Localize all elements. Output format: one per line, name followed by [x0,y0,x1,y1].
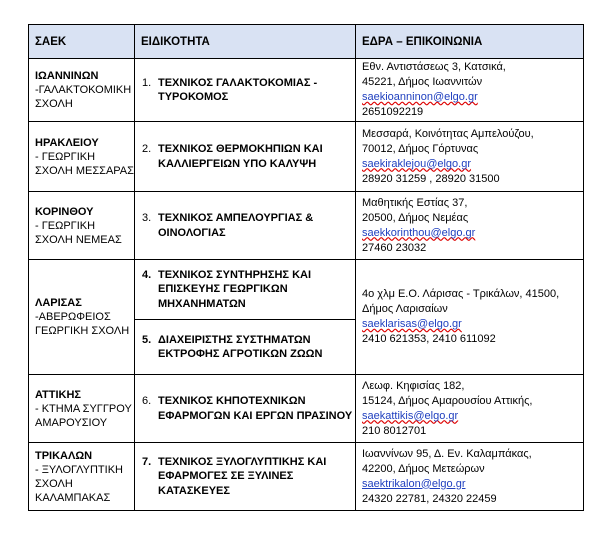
table-row [29,375,584,443]
school-city: ΙΩΑΝΝΙΝΩΝ [35,70,99,82]
seat-cell [356,375,584,443]
email-link[interactable]: saekattikis@elgo.gr [362,409,459,422]
table-row [29,122,584,192]
specialty-name: ΤΕΧΝΙΚΟΣ ΓΑΛΑΚΤΟΚΟΜΙΑΣ - ΤΥΡΟΚΟΜΟΣ [158,76,318,103]
specialty-name: ΤΕΧΝΙΚΟΣ ΚΗΠΟΤΕΧΝΙΚΩΝ ΕΦΑΡΜΟΓΩΝ ΚΑΙ ΕΡΓΩΝ ΠΡΑΣΙΝΟΥ [158,395,353,422]
email-link[interactable]: saekiraklejou@elgo.gr [362,157,472,170]
table-row [29,260,584,320]
specialty-cell [135,320,356,375]
address-line: 20500, Δήμος Νεμέας [362,211,469,224]
table-row [29,443,584,511]
phone-text: 210 8012701 [362,424,427,437]
saek-table [28,24,584,511]
school-name: - ΓΕΩΡΓΙΚΗ ΣΧΟΛΗ ΝΕΜΕΑΣ [35,219,122,246]
phone-text: 24320 22781, 24320 22459 [362,492,497,505]
school-cell [29,122,135,192]
address-line: 45221, Δήμος Ιωαννιτών [362,76,483,88]
school-name: -ΓΑΛΑΚΤΟΚΟΜΙΚΗ ΣΧΟΛΗ [35,84,132,110]
header-seat: ΕΔΡΑ – ΕΠΙΚΟΙΝΩΝΙΑ [356,25,584,59]
address-line: 70012, Δήμος Γόρτυνας [362,142,479,155]
specialty-cell [135,122,356,192]
address-line: Μαθητικής Εστίας 37, [362,196,468,209]
specialty-name: ΤΕΧΝΙΚΟΣ ΣΥΝΤΗΡΗΣΗΣ ΚΑΙ ΕΠΙΣΚΕΥΗΣ ΓΕΩΡΓΙΚΩΝ ΜΗΧΑΝΗΜΑΤΩΝ [158,268,312,310]
school-cell [29,443,135,511]
email-link[interactable]: saekioanninon@elgo.gr [362,91,478,103]
specialty-name: ΔΙΑΧΕΙΡΙΣΤΗΣ ΣΥΣΤΗΜΑΤΩΝ ΕΚΤΡΟΦΗΣ ΑΓΡΟΤΙΚΩΝ ΖΩΩΝ [158,333,323,360]
school-cell [29,260,135,375]
header-saek: ΣΑΕΚ [29,25,135,59]
specialty-number: 3. [142,212,152,224]
seat-cell [356,59,584,122]
school-name: - ΚΤΗΜΑ ΣΥΓΓΡΟΥ ΑΜΑΡΟΥΣΙΟΥ [35,402,132,429]
seat-cell [356,122,584,192]
school-city: ΗΡΑΚΛΕΙΟΥ [35,136,99,149]
school-name: -ΑΒΕΡΩΦΕΙΟΣ ΓΕΩΡΓΙΚΗ ΣΧΟΛΗ [35,311,130,337]
specialty-cell [135,192,356,260]
address-line: Εθν. Αντιστάσεως 3, Κατσικά, [362,61,506,73]
table-row [29,59,584,122]
phone-text: 28920 31259 , 28920 31500 [362,172,500,185]
specialty-number: 4. [142,268,152,281]
specialty-cell [135,59,356,122]
specialty-number: 1. [142,76,152,89]
phone-text: 27460 23032 [362,241,427,254]
specialty-cell [135,375,356,443]
specialty-name: ΤΕΧΝΙΚΟΣ ΞΥΛΟΓΛΥΠΤΙΚΗΣ ΚΑΙ ΕΦΑΡΜΟΓΕΣ ΣΕ ΞΥΛΙΝΕΣ ΚΑΤΑΣΚΕΥΕΣ [158,455,327,497]
school-name: - ΓΕΩΡΓΙΚΗ ΣΧΟΛΗ ΜΕΣΣΑΡΑΣ [35,150,134,177]
specialty-number: 2. [142,143,152,155]
address-line: Λεωφ. Κηφισίας 182, [362,379,465,392]
email-link[interactable]: saeklarisas@elgo.gr [362,318,462,330]
specialty-cell [135,443,356,511]
address-line: Μεσσαρά, Κοινότητας Αμπελούζου, [362,127,534,140]
address-line: 4ο χλμ Ε.Ο. Λάρισας - Τρικάλων, 41500, [362,288,560,300]
school-cell [29,375,135,443]
school-city: ΑΤΤΙΚΗΣ [35,388,82,401]
seat-cell [356,443,584,511]
header-row [29,25,584,59]
email-link[interactable]: saekkorinthou@elgo.gr [362,226,476,239]
school-city: ΚΟΡΙΝΘΟΥ [35,205,94,218]
address-line: 42200, Δήμος Μετεώρων [362,462,485,475]
specialty-number: 5. [142,333,152,346]
school-city: ΤΡΙΚΑΛΩΝ [35,449,93,462]
specialty-name: ΤΕΧΝΙΚΟΣ ΘΕΡΜΟΚΗΠΙΩΝ ΚΑΙ ΚΑΛΛΙΕΡΓΕΙΩΝ ΥΠΟ ΚΑΛΥΨΗ [158,143,323,170]
school-cell [29,59,135,122]
header-specialty: ΕΙΔΙΚΟΤΗΤΑ [135,25,356,59]
seat-cell [356,192,584,260]
seat-cell [356,260,584,375]
address-line: Δήμος Λαρισαίων [362,303,448,315]
phone-text: 2651092219 [362,106,424,118]
phone-text: 2410 621353, 2410 611092 [362,333,496,345]
email-link[interactable]: saektrikalon@elgo.gr [362,477,466,490]
school-city: ΛΑΡΙΣΑΣ [35,297,82,309]
address-line: 15124, Δήμος Αμαρουσίου Αττικής, [362,394,533,407]
specialty-cell [135,260,356,320]
specialty-name: ΤΕΧΝΙΚΟΣ ΑΜΠΕΛΟΥΡΓΙΑΣ & ΟΙΝΟΛΟΓΙΑΣ [158,212,314,239]
specialty-number: 7. [142,455,152,468]
address-line: Ιωαννίνων 95, Δ. Εν. Καλαμπάκας, [362,447,532,460]
school-cell [29,192,135,260]
school-name: - ΞΥΛΟΓΛΥΠΤΙΚΗ ΣΧΟΛΗ ΚΑΛΑΜΠΑΚΑΣ [35,463,123,504]
specialty-number: 6. [142,395,152,407]
table-row [29,192,584,260]
